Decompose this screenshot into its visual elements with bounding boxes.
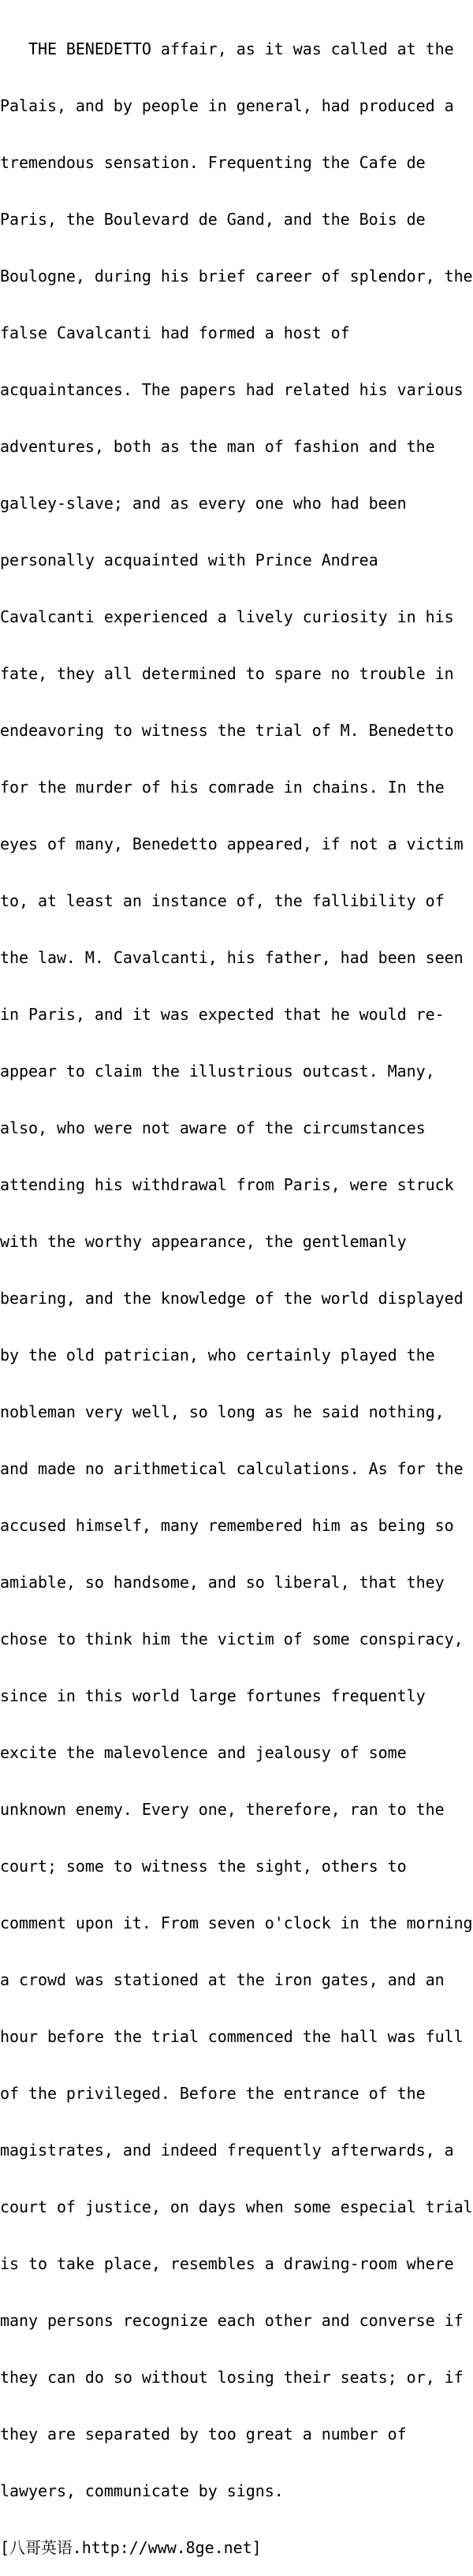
text-line: endeavoring to witness the trial of M. Benedetto (0, 721, 454, 740)
text-line: appear to claim the illustrious outcast. Many, (0, 1062, 435, 1081)
text-line: court; some to witness the sight, others to (0, 1857, 407, 1876)
text-line: and made no arithmetical calculations. As for the (0, 1459, 464, 1478)
text-line: unknown enemy. Every one, therefore, ran to the (0, 1800, 445, 1819)
text-line: to, at least an instance of, the fallibility of (0, 891, 445, 910)
text-line: nobleman very well, so long as he said nothing, (0, 1402, 445, 1421)
text-line: galley-slave; and as every one who had been (0, 494, 407, 513)
text-line: of the privileged. Before the entrance of the (0, 2084, 426, 2103)
text-line: many persons recognize each other and converse if (0, 2311, 464, 2330)
text-line: acquaintances. The papers had related his various (0, 380, 464, 399)
text-line: with the worthy appearance, the gentlemanly (0, 1232, 407, 1251)
text-line: the law. M. Cavalcanti, his father, had been seen (0, 948, 464, 967)
text-line: accused himself, many remembered him as being so (0, 1516, 454, 1535)
text-line: lawyers, communicate by signs. (0, 2481, 284, 2500)
text-line: chose to think him the victim of some conspiracy, (0, 1630, 464, 1648)
text-line: bearing, and the knowledge of the world displayed (0, 1289, 464, 1308)
text-line: magistrates, and indeed frequently afterwards, a (0, 2141, 454, 2160)
text-line: in Paris, and it was expected that he would re- (0, 1005, 445, 1024)
text-line: eyes of many, Benedetto appeared, if not a victim (0, 834, 464, 853)
text-line: Paris, the Boulevard de Gand, and the Bois de (0, 210, 426, 229)
text-line: false Cavalcanti had formed a host of (0, 323, 350, 342)
text-line: comment upon it. From seven o'clock in the morning (0, 1913, 473, 1932)
text-line: Cavalcanti experienced a lively curiosity in his (0, 607, 454, 626)
text-line: they are separated by too great a number of (0, 2425, 407, 2443)
text-line: they can do so without losing their seats; or, if (0, 2368, 464, 2387)
text-line: is to take place, resembles a drawing-room where (0, 2254, 454, 2273)
source-footer: [八哥英语.http://www.8ge.net] (0, 2538, 262, 2557)
text-line: tremendous sensation. Frequenting the Cafe de (0, 153, 426, 172)
text-line: by the old patrician, who certainly played the (0, 1346, 435, 1365)
text-line: THE BENEDETTO affair, as it was called at the (0, 39, 454, 58)
text-line: Boulogne, during his brief career of splendor, the (0, 267, 473, 286)
text-line: hour before the trial commenced the hall was full (0, 2027, 464, 2046)
text-line: a crowd was stationed at the iron gates, and an (0, 1970, 445, 1989)
text-line: excite the malevolence and jealousy of some (0, 1743, 407, 1762)
text-line: adventures, both as the man of fashion and the (0, 437, 435, 456)
text-line: court of justice, on days when some especial trial (0, 2197, 473, 2216)
text-line: for the murder of his comrade in chains. In the (0, 778, 445, 797)
text-line: attending his withdrawal from Paris, were struck (0, 1175, 454, 1194)
text-line: also, who were not aware of the circumstances (0, 1118, 426, 1137)
text-line: fate, they all determined to spare no trouble in (0, 664, 454, 683)
document-page (0, 2, 473, 2576)
text-line: amiable, so handsome, and so liberal, that they (0, 1573, 445, 1592)
text-line: Palais, and by people in general, had produced a (0, 96, 454, 115)
text-line: since in this world large fortunes frequently (0, 1686, 426, 1705)
text-line: personally acquainted with Prince Andrea (0, 551, 378, 569)
